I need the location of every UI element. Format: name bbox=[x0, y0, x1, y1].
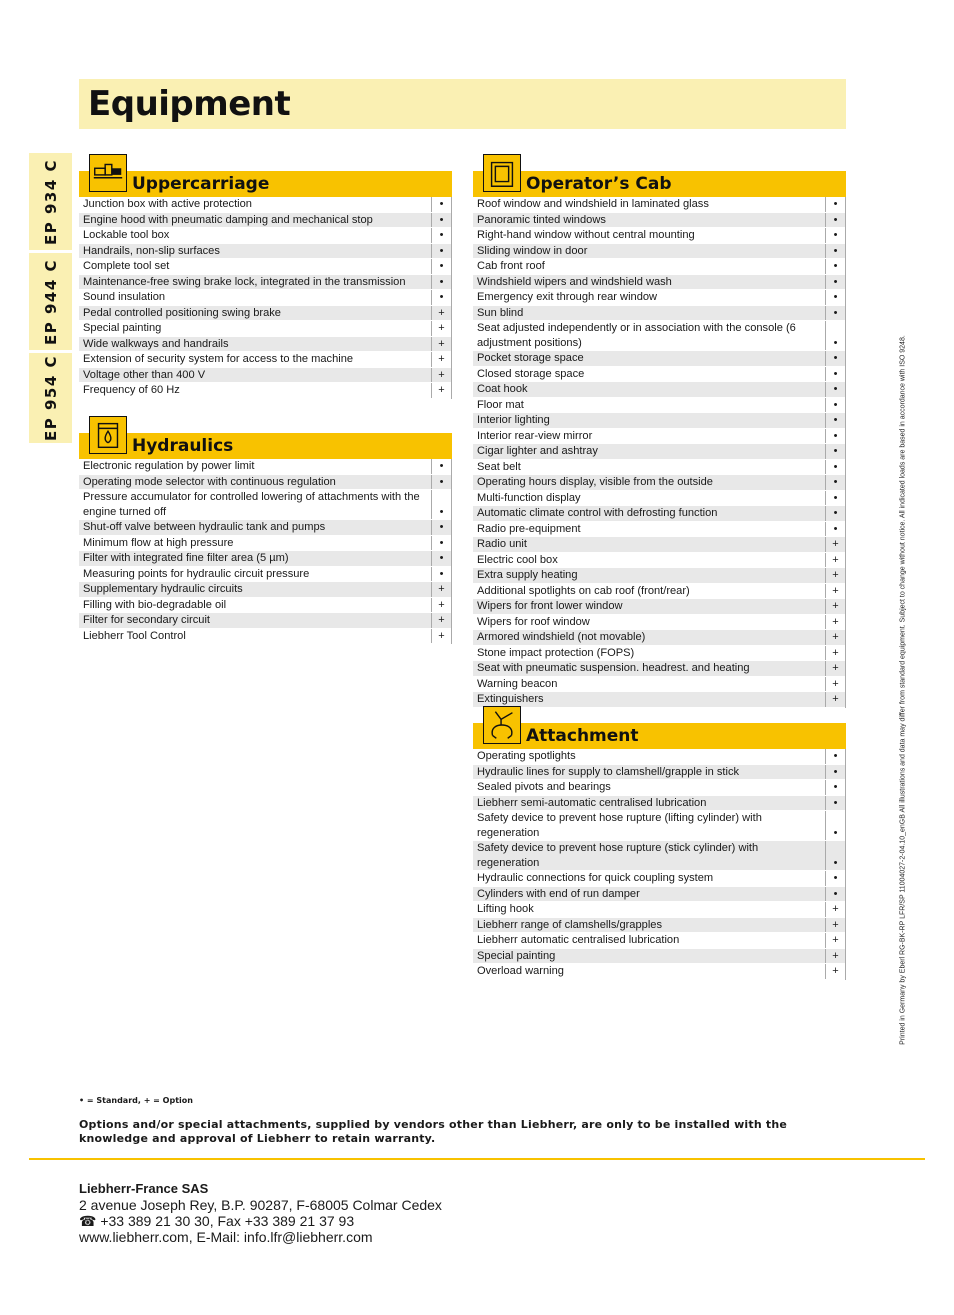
row-value: • bbox=[431, 259, 451, 274]
row-value: • bbox=[431, 567, 451, 582]
row-label: Additional spotlights on cab roof (front/rear) bbox=[477, 584, 690, 597]
row-value: • bbox=[825, 413, 845, 428]
row-label: Stone impact protection (FOPS) bbox=[477, 646, 635, 659]
table-row bbox=[473, 887, 845, 903]
section-uppercarriage bbox=[79, 171, 452, 399]
table-row bbox=[473, 306, 845, 322]
title-bar bbox=[79, 79, 846, 129]
row-value: • bbox=[431, 536, 451, 551]
table-row bbox=[473, 259, 845, 275]
row-label: Shut-off valve between hydraulic tank and pumps bbox=[83, 521, 326, 533]
section-operators-cab bbox=[473, 171, 846, 708]
row-value: • bbox=[825, 780, 845, 795]
row-value: + bbox=[431, 352, 451, 367]
row-label: Liebherr semi-automatic centralised lubrication bbox=[477, 796, 707, 809]
row-label: Sound insulation bbox=[83, 291, 166, 303]
table-row bbox=[473, 615, 845, 631]
row-value: • bbox=[431, 475, 451, 490]
row-label: Radio pre-equipment bbox=[477, 522, 581, 535]
row-label: Emergency exit through rear window bbox=[477, 291, 658, 303]
row-label: Operating hours display, visible from the outside bbox=[477, 476, 713, 488]
table-row bbox=[79, 490, 451, 520]
row-value: + bbox=[431, 613, 451, 628]
row-value: • bbox=[431, 551, 451, 566]
page-title: Equipment bbox=[88, 84, 291, 124]
row-label: Floor mat bbox=[477, 398, 524, 411]
row-label: Lifting hook bbox=[477, 903, 534, 915]
row-value: + bbox=[825, 646, 845, 661]
table-row bbox=[473, 811, 845, 841]
side-tab-ep934c bbox=[29, 153, 72, 250]
row-label: Minimum flow at high pressure bbox=[83, 536, 234, 549]
table-row bbox=[473, 749, 845, 765]
company-name: Liebherr-France SAS bbox=[79, 1181, 209, 1196]
row-value: • bbox=[825, 491, 845, 506]
excavator-icon bbox=[89, 154, 127, 192]
table-row bbox=[473, 351, 845, 367]
row-value: • bbox=[825, 259, 845, 274]
row-label: Seat with pneumatic suspension. headrest. and heating bbox=[477, 662, 750, 674]
table-row bbox=[473, 661, 845, 677]
table-row bbox=[473, 918, 845, 934]
row-value: • bbox=[825, 398, 845, 413]
table-row bbox=[79, 459, 451, 475]
row-label: Complete tool set bbox=[83, 260, 170, 272]
row-label: Cab front roof bbox=[477, 260, 545, 272]
side-tab-ep944c bbox=[29, 253, 72, 350]
table-row bbox=[473, 244, 845, 260]
table-row bbox=[473, 568, 845, 584]
section-header bbox=[79, 433, 452, 459]
table-row bbox=[473, 290, 845, 306]
row-value: • bbox=[431, 213, 451, 228]
table-row bbox=[79, 337, 451, 353]
table-row bbox=[79, 520, 451, 536]
row-value: + bbox=[431, 306, 451, 321]
row-label: Pressure accumulator for controlled lowering of attachments with the engine turned off bbox=[83, 491, 420, 518]
table-row bbox=[79, 567, 451, 583]
row-label: Operating spotlights bbox=[477, 750, 576, 762]
row-label: Filter with integrated fine filter area (5 µm) bbox=[83, 552, 289, 564]
row-label: Interior lighting bbox=[477, 414, 550, 426]
table-row bbox=[79, 582, 451, 598]
section-header bbox=[79, 171, 452, 197]
row-value: • bbox=[825, 290, 845, 305]
table-row bbox=[473, 677, 845, 693]
side-tab-label: EP 944 C bbox=[41, 258, 60, 345]
table-row bbox=[473, 692, 845, 708]
table-row bbox=[473, 902, 845, 918]
warranty-note: Options and/or special attachments, supplied by vendors other than Liebherr, are only to be installed with the knowledge and approval of Liebherr to retain warranty. bbox=[79, 1118, 788, 1145]
row-value: • bbox=[431, 490, 451, 519]
section-title: Attachment bbox=[526, 726, 639, 746]
row-label: Lockable tool box bbox=[83, 229, 170, 241]
row-value: • bbox=[825, 321, 845, 350]
row-value: + bbox=[431, 582, 451, 597]
section-title: Operator’s Cab bbox=[526, 174, 672, 194]
table-row bbox=[473, 460, 845, 476]
row-value: • bbox=[431, 290, 451, 305]
table-row bbox=[473, 553, 845, 569]
row-value: • bbox=[431, 197, 451, 212]
table-row bbox=[473, 475, 845, 491]
row-label: Handrails, non-slip surfaces bbox=[83, 244, 220, 257]
row-value: • bbox=[825, 351, 845, 366]
row-value: • bbox=[825, 522, 845, 537]
row-value: • bbox=[825, 244, 845, 259]
row-label: Liebherr range of clamshells/grapples bbox=[477, 918, 662, 931]
row-value: • bbox=[825, 749, 845, 764]
table-row bbox=[79, 536, 451, 552]
table-row bbox=[473, 537, 845, 553]
row-value: + bbox=[825, 949, 845, 964]
grapple-icon bbox=[483, 706, 521, 744]
row-value: + bbox=[431, 337, 451, 352]
row-value: + bbox=[825, 630, 845, 645]
row-value: • bbox=[825, 382, 845, 397]
legend: • = Standard, + = Option bbox=[79, 1096, 193, 1105]
row-label: Panoramic tinted windows bbox=[477, 213, 606, 226]
row-value: + bbox=[431, 383, 451, 398]
row-value: • bbox=[825, 213, 845, 228]
row-label: Seat belt bbox=[477, 460, 521, 473]
row-value: + bbox=[825, 902, 845, 917]
table-row bbox=[473, 630, 845, 646]
street-address: 2 avenue Joseph Rey, B.P. 90287, F-68005 Colmar Cedex bbox=[79, 1197, 442, 1213]
row-value: • bbox=[431, 228, 451, 243]
row-label: Extra supply heating bbox=[477, 569, 578, 581]
row-label: Electric cool box bbox=[477, 553, 558, 566]
table-row bbox=[79, 613, 451, 629]
table-row bbox=[473, 367, 845, 383]
table-row bbox=[79, 368, 451, 384]
section-attachment bbox=[473, 723, 846, 980]
row-value: • bbox=[825, 871, 845, 886]
row-label: Cigar lighter and ashtray bbox=[477, 445, 598, 457]
row-value: + bbox=[825, 918, 845, 933]
row-label: Wipers for front lower window bbox=[477, 600, 623, 612]
table-row bbox=[79, 213, 451, 229]
section-title: Hydraulics bbox=[132, 436, 234, 456]
row-value: + bbox=[825, 599, 845, 614]
row-value: + bbox=[825, 584, 845, 599]
table-row bbox=[473, 522, 845, 538]
row-label: Liebherr Tool Control bbox=[83, 629, 186, 642]
row-value: • bbox=[825, 796, 845, 811]
row-label: Wipers for roof window bbox=[477, 615, 590, 628]
row-value: + bbox=[431, 598, 451, 613]
row-value: • bbox=[825, 841, 845, 870]
row-value: • bbox=[825, 460, 845, 475]
row-label: Extinguishers bbox=[477, 693, 544, 705]
table-row bbox=[473, 933, 845, 949]
table-row bbox=[473, 871, 845, 887]
row-value: • bbox=[825, 197, 845, 212]
row-label: Multi-function display bbox=[477, 491, 581, 504]
row-label: Coat hook bbox=[477, 383, 528, 395]
row-value: + bbox=[431, 629, 451, 644]
table-row bbox=[473, 584, 845, 600]
table-row bbox=[79, 352, 451, 368]
table-row bbox=[473, 491, 845, 507]
row-label: Filter for secondary circuit bbox=[83, 614, 210, 626]
table-row bbox=[79, 244, 451, 260]
row-label: Right-hand window without central mounting bbox=[477, 229, 695, 241]
web-email: www.liebherr.com, E-Mail: info.lfr@liebherr.com bbox=[79, 1229, 373, 1245]
table-row bbox=[79, 259, 451, 275]
side-tab-label: EP 954 C bbox=[41, 354, 60, 442]
row-value: • bbox=[825, 506, 845, 521]
table-row bbox=[473, 949, 845, 965]
section-header bbox=[473, 723, 846, 749]
row-value: • bbox=[825, 306, 845, 321]
row-label: Sun blind bbox=[477, 306, 524, 319]
side-tab-label: EP 934 C bbox=[41, 158, 60, 245]
row-label: Junction box with active protection bbox=[83, 198, 252, 210]
table-row bbox=[79, 228, 451, 244]
row-value: + bbox=[825, 553, 845, 568]
row-label: Pedal controlled positioning swing brake bbox=[83, 306, 281, 319]
row-value: • bbox=[825, 429, 845, 444]
cab-icon bbox=[483, 154, 521, 192]
row-value: • bbox=[825, 887, 845, 902]
row-label: Hydraulic lines for supply to clamshell/grapple in stick bbox=[477, 765, 740, 778]
table-row bbox=[79, 551, 451, 567]
table-row bbox=[79, 275, 451, 291]
table-row bbox=[473, 413, 845, 429]
row-value: + bbox=[825, 537, 845, 552]
row-label: Sealed pivots and bearings bbox=[477, 781, 611, 793]
row-label: Maintenance-free swing brake lock, integrated in the transmission bbox=[83, 275, 406, 288]
table-row bbox=[79, 383, 451, 399]
row-label: Hydraulic connections for quick coupling system bbox=[477, 872, 714, 884]
row-value: • bbox=[825, 811, 845, 840]
table-row bbox=[473, 796, 845, 812]
phone-fax: ☎ +33 389 21 30 30, Fax +33 389 21 37 93 bbox=[79, 1213, 355, 1229]
table-row bbox=[473, 321, 845, 351]
address-block bbox=[79, 1181, 442, 1245]
table-row bbox=[473, 398, 845, 414]
table-row bbox=[473, 506, 845, 522]
row-label: Overload warning bbox=[477, 965, 564, 977]
row-label: Measuring points for hydraulic circuit pressure bbox=[83, 567, 310, 580]
section-header bbox=[473, 171, 846, 197]
table-row bbox=[473, 382, 845, 398]
row-label: Armored windshield (not movable) bbox=[477, 631, 646, 643]
table-row bbox=[473, 213, 845, 229]
row-label: Special painting bbox=[83, 322, 162, 334]
row-label: Electronic regulation by power limit bbox=[83, 460, 255, 472]
row-label: Supplementary hydraulic circuits bbox=[83, 583, 243, 595]
row-label: Extension of security system for access to the machine bbox=[83, 353, 354, 365]
table-row bbox=[473, 429, 845, 445]
row-value: + bbox=[431, 368, 451, 383]
row-value: + bbox=[825, 692, 845, 707]
row-value: + bbox=[825, 615, 845, 630]
row-value: • bbox=[825, 228, 845, 243]
row-value: • bbox=[825, 444, 845, 459]
table-row bbox=[473, 599, 845, 615]
table-row bbox=[473, 765, 845, 781]
equipment-table bbox=[473, 749, 846, 980]
row-label: Seat adjusted independently or in association with the console (6 adjustment positions) bbox=[477, 322, 796, 349]
row-value: • bbox=[431, 459, 451, 474]
section-hydraulics bbox=[79, 433, 452, 644]
row-value: + bbox=[825, 568, 845, 583]
row-label: Windshield wipers and windshield wash bbox=[477, 275, 672, 288]
row-label: Radio unit bbox=[477, 538, 527, 550]
row-label: Pocket storage space bbox=[477, 352, 584, 364]
row-label: Roof window and windshield in laminated glass bbox=[477, 198, 709, 210]
row-label: Filling with bio-degradable oil bbox=[83, 598, 227, 611]
row-label: Wide walkways and handrails bbox=[83, 337, 229, 350]
table-row bbox=[473, 780, 845, 796]
row-label: Operating mode selector with continuous regulation bbox=[83, 475, 336, 488]
row-value: • bbox=[825, 475, 845, 490]
table-row bbox=[473, 964, 845, 980]
row-value: + bbox=[825, 677, 845, 692]
divider bbox=[29, 1158, 925, 1160]
row-label: Interior rear-view mirror bbox=[477, 429, 593, 442]
row-label: Special painting bbox=[477, 949, 556, 962]
side-tab-ep954c bbox=[29, 353, 72, 443]
table-row bbox=[79, 290, 451, 306]
row-value: • bbox=[431, 520, 451, 535]
table-row bbox=[473, 228, 845, 244]
table-row bbox=[79, 306, 451, 322]
row-label: Warning beacon bbox=[477, 677, 558, 690]
row-label: Engine hood with pneumatic damping and mechanical stop bbox=[83, 213, 373, 226]
table-row bbox=[473, 275, 845, 291]
row-label: Liebherr automatic centralised lubrication bbox=[477, 934, 680, 946]
table-row bbox=[79, 629, 451, 645]
row-value: • bbox=[825, 765, 845, 780]
row-value: + bbox=[431, 321, 451, 336]
row-value: + bbox=[825, 964, 845, 979]
table-row bbox=[79, 475, 451, 491]
row-label: Sliding window in door bbox=[477, 244, 588, 257]
row-value: • bbox=[431, 275, 451, 290]
equipment-table bbox=[473, 197, 846, 708]
table-row bbox=[473, 197, 845, 213]
row-value: + bbox=[825, 933, 845, 948]
row-label: Cylinders with end of run damper bbox=[477, 887, 640, 900]
section-title: Uppercarriage bbox=[132, 174, 270, 194]
table-row bbox=[79, 197, 451, 213]
equipment-table bbox=[79, 197, 452, 399]
table-row bbox=[473, 444, 845, 460]
row-value: • bbox=[825, 367, 845, 382]
row-label: Frequency of 60 Hz bbox=[83, 384, 180, 396]
row-label: Safety device to prevent hose rupture (stick cylinder) with regeneration bbox=[477, 842, 759, 869]
equipment-table bbox=[79, 459, 452, 644]
row-label: Voltage other than 400 V bbox=[83, 368, 206, 381]
table-row bbox=[79, 598, 451, 614]
print-note: Printed in Germany by Eberl RG-BK-RP LFR/SP 11004027-2-04.10_enGB All illustrations and data may differ from standard equipment. Subject to change without notice. All indicated loads are based in accordance with ISO 9248. bbox=[899, 335, 907, 1045]
table-row bbox=[79, 321, 451, 337]
row-label: Automatic climate control with defrosting function bbox=[477, 507, 718, 519]
row-value: + bbox=[825, 661, 845, 676]
row-value: • bbox=[825, 275, 845, 290]
oil-tank-icon bbox=[89, 416, 127, 454]
row-value: • bbox=[431, 244, 451, 259]
table-row bbox=[473, 646, 845, 662]
table-row bbox=[473, 841, 845, 871]
row-label: Safety device to prevent hose rupture (lifting cylinder) with regeneration bbox=[477, 812, 762, 839]
row-label: Closed storage space bbox=[477, 367, 585, 380]
